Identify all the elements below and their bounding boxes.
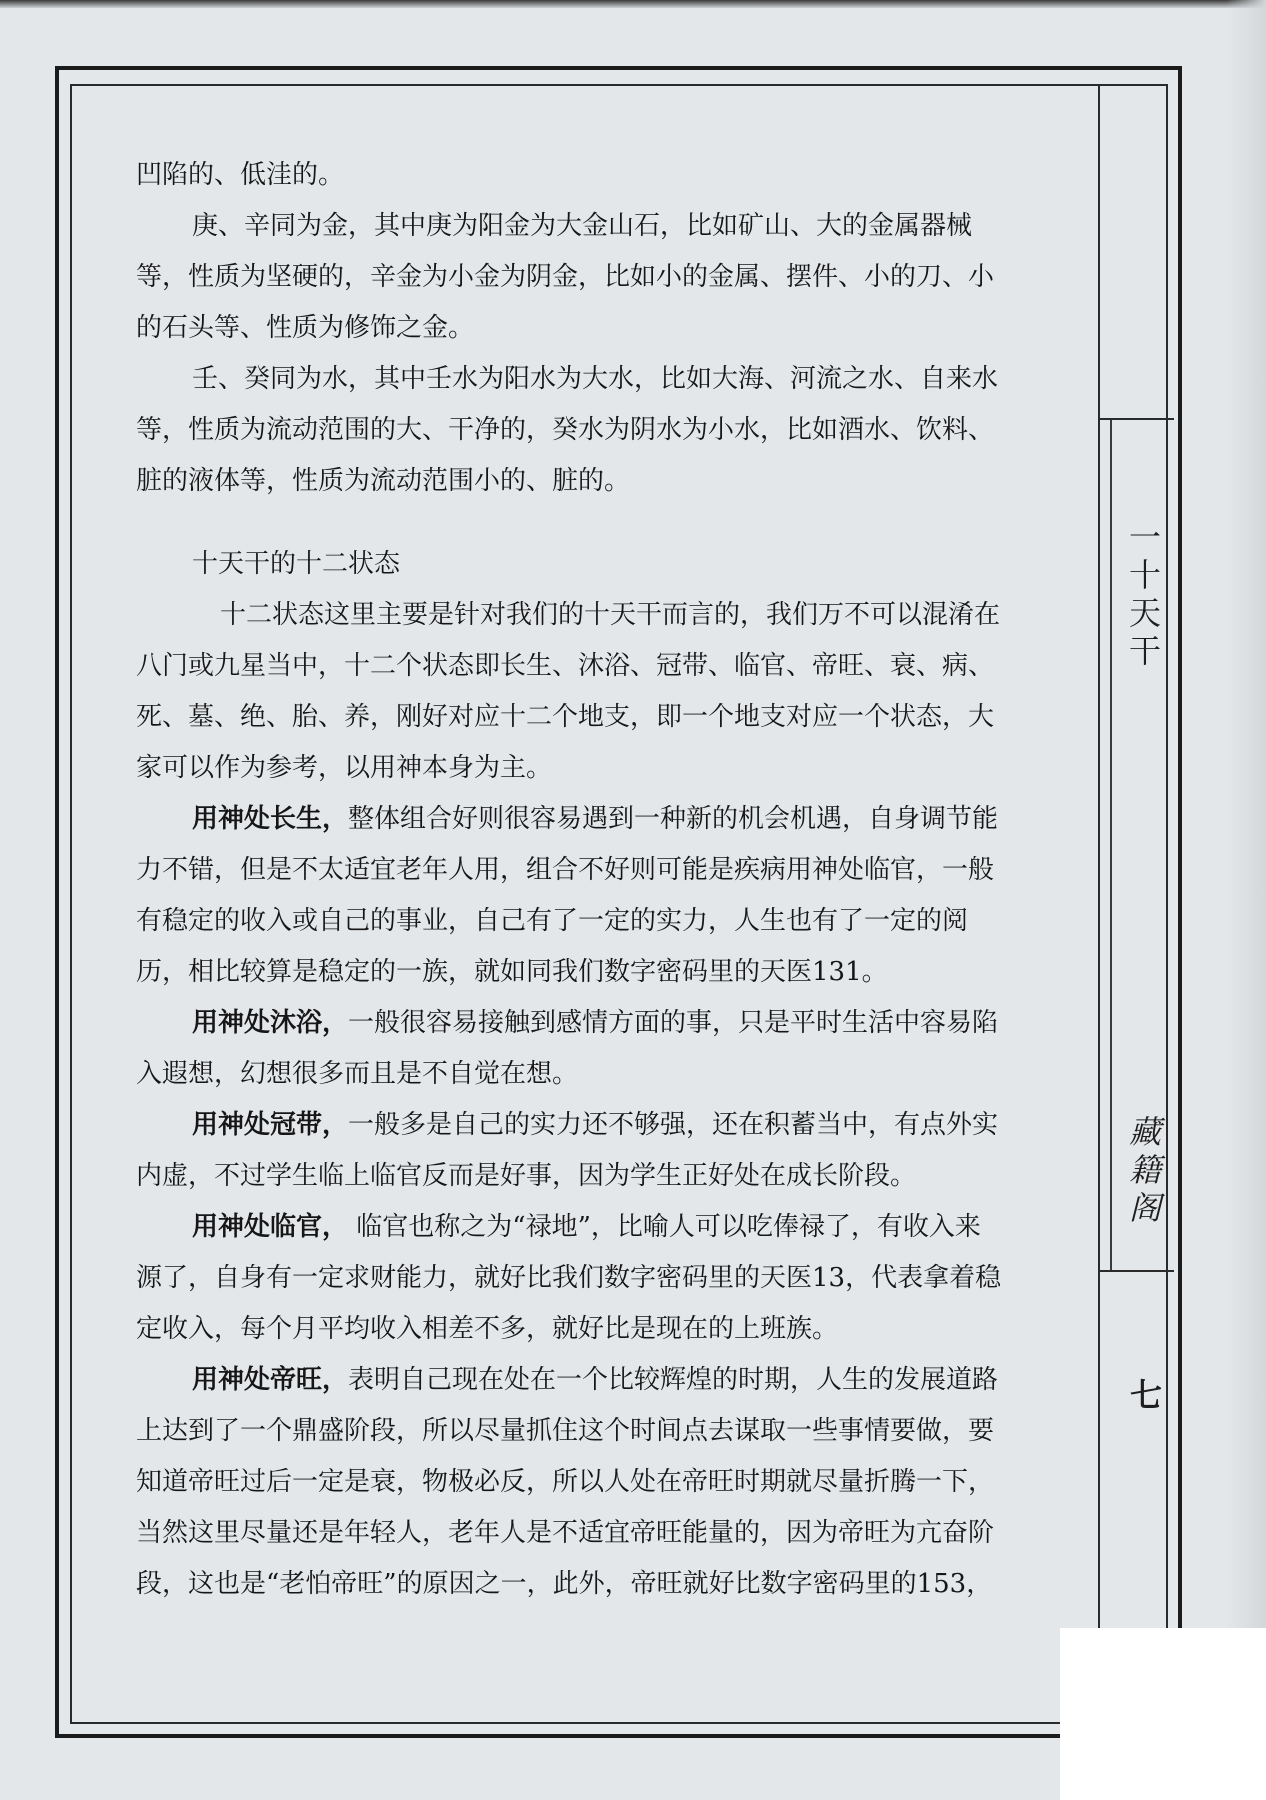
section-gap <box>136 507 1061 539</box>
section-heading: 十天干的十二状态 <box>192 549 401 579</box>
text-line: 入遐想，幻想很多而且是不自觉在想。 <box>136 1059 579 1089</box>
margin-rule-top <box>1098 418 1174 420</box>
publisher-mark: 藏籍阁 <box>1124 1115 1162 1229</box>
text-line: 庚、辛同为金，其中庚为阳金为大金山石，比如矿山、大的金属器械 <box>192 211 973 241</box>
text-segment: 整体组合好则很容易遇到一种新的机会机遇，自身调节能 <box>348 804 999 834</box>
margin-rule-bottom <box>1098 1270 1174 1272</box>
text-line: 段，这也是“老怕帝旺”的原因之一，此外，帝旺就好比数字密码里的153， <box>136 1569 993 1599</box>
term-label: 用神处长生， <box>192 804 349 834</box>
text-line: 历，相比较算是稳定的一族，就如同我们数字密码里的天医131。 <box>136 957 888 987</box>
scan-blank-corner <box>1060 1628 1266 1800</box>
text-line: 十二状态这里主要是针对我们的十天干而言的，我们万不可以混淆在 <box>220 600 1001 630</box>
text-segment: 一般多是自己的实力还不够强，还在积蓄当中，有点外实 <box>348 1110 999 1140</box>
term-label: 用神处沐浴， <box>192 1008 349 1038</box>
text-line <box>136 1355 1061 1406</box>
text-line: 脏的液体等，性质为流动范围小的、脏的。 <box>136 466 631 496</box>
text-line: 知道帝旺过后一定是衰，物极必反，所以人处在帝旺时期就尽量折腾一下， <box>136 1467 995 1497</box>
margin-column-divider <box>1098 84 1100 1724</box>
text-line: 有稳定的收入或自己的事业，自己有了一定的实力，人生也有了一定的阅 <box>136 906 969 936</box>
margin-column-inner-divider <box>1110 420 1112 1270</box>
page-number: 七 <box>1130 1376 1163 1414</box>
text-line: 源了，自身有一定求财能力，就好比我们数字密码里的天医13，代表拿着稳 <box>136 1263 1002 1293</box>
text-line <box>136 1202 1061 1253</box>
text-line: 八门或九星当中，十二个状态即长生、沐浴、冠带、临官、帝旺、衰、病、 <box>136 651 995 681</box>
text-line <box>136 1100 1061 1151</box>
text-line: 壬、癸同为水，其中壬水为阳水为大水，比如大海、河流之水、自来水 <box>192 364 999 394</box>
text-line: 等，性质为坚硬的，辛金为小金为阴金，比如小的金属、摆件、小的刀、小 <box>136 262 995 292</box>
scan-shadow <box>1226 0 1266 1800</box>
text-line: 的石头等、性质为修饰之金。 <box>136 313 475 343</box>
term-label: 用神处冠带， <box>192 1110 349 1140</box>
text-line: 当然这里尽量还是年轻人，老年人是不适宜帝旺能量的，因为帝旺为亢奋阶 <box>136 1518 995 1548</box>
text-line: 定收入，每个月平均收入相差不多，就好比是现在的上班族。 <box>136 1314 839 1344</box>
text-line: 内虚，不过学生临上临官反而是好事，因为学生正好处在成长阶段。 <box>136 1161 917 1191</box>
text-line <box>136 794 1061 845</box>
text-segment: 临官也称之为“禄地”，比喻人可以吃俸禄了，有收入来 <box>348 1212 981 1242</box>
text-line: 死、墓、绝、胎、养，刚好对应十二个地支，即一个地支对应一个状态，大 <box>136 702 995 732</box>
text-segment: 表明自己现在处在一个比较辉煌的时期，人生的发展道路 <box>348 1365 999 1395</box>
text-line: 凹陷的、低洼的。 <box>136 160 345 190</box>
text-line <box>136 998 1061 1049</box>
scan-top-edge <box>0 0 1266 8</box>
term-label: 用神处临官， <box>192 1212 349 1242</box>
chapter-title-vertical: 一十天干 <box>1124 520 1162 672</box>
body-text <box>136 150 1061 1610</box>
text-line: 力不错，但是不太适宜老年人用，组合不好则可能是疾病用神处临官，一般 <box>136 855 995 885</box>
text-line: 等，性质为流动范围的大、干净的，癸水为阴水为小水，比如酒水、饮料、 <box>136 415 995 445</box>
term-label: 用神处帝旺， <box>192 1365 349 1395</box>
text-segment: 一般很容易接触到感情方面的事，只是平时生活中容易陷 <box>348 1008 999 1038</box>
text-line: 家可以作为参考，以用神本身为主。 <box>136 753 553 783</box>
text-line: 上达到了一个鼎盛阶段，所以尽量抓住这个时间点去谋取一些事情要做，要 <box>136 1416 995 1446</box>
